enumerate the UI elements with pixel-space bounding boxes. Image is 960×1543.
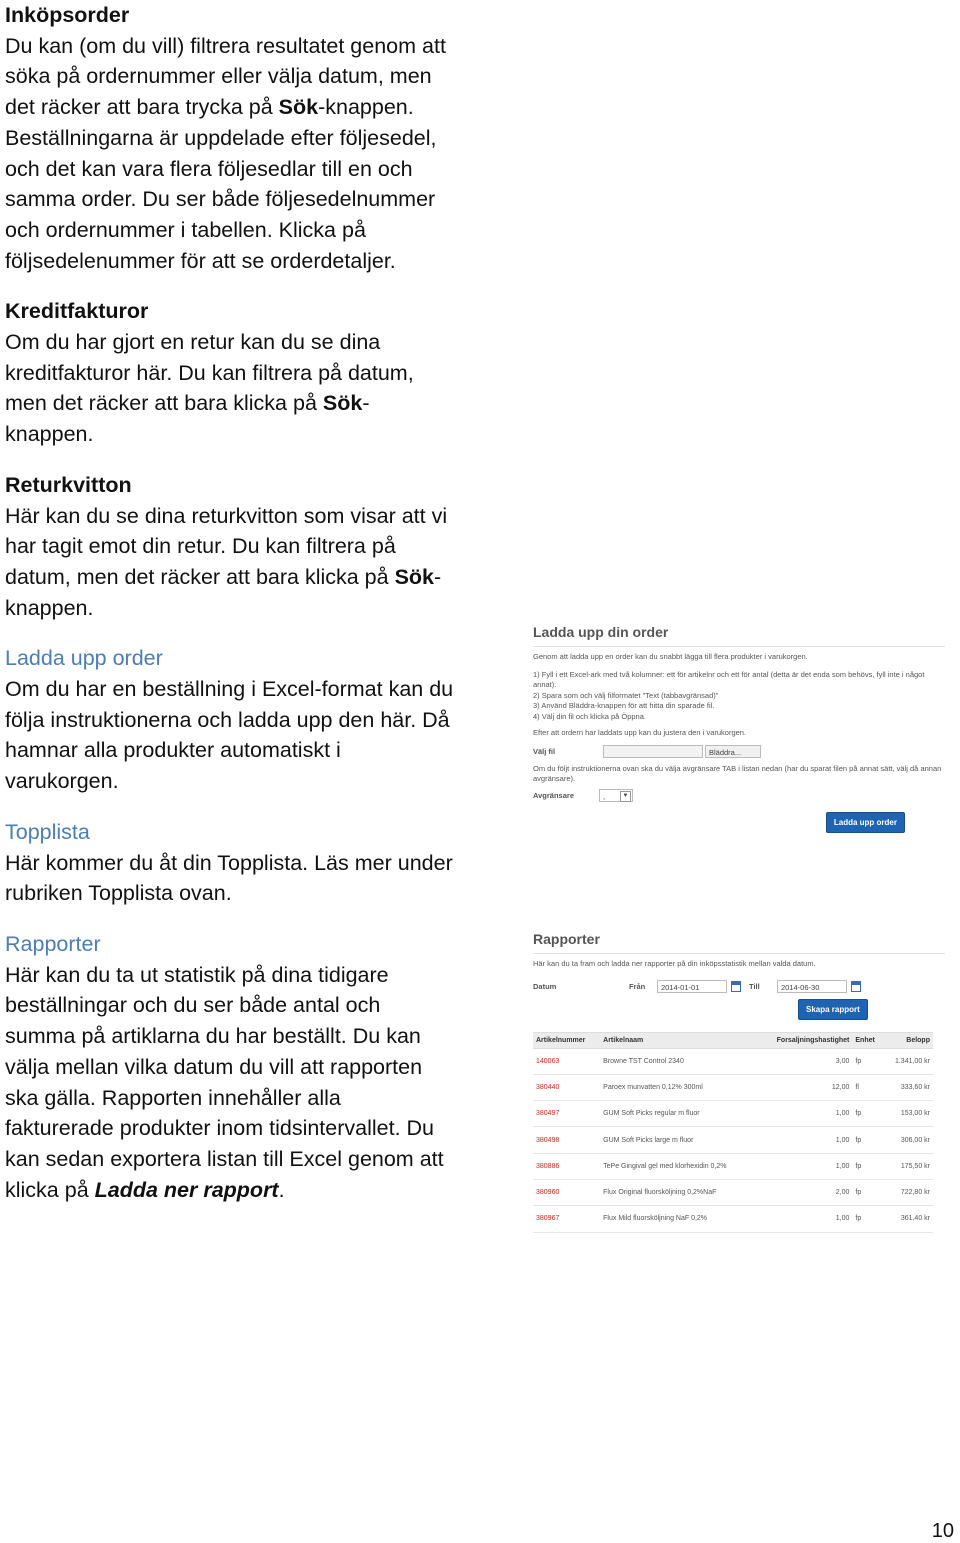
upload-step: 2) Spara som och välj filformatet "Text (tabbavgränsad)" <box>533 690 719 700</box>
quantity-cell: 1,00 <box>757 1206 852 1232</box>
text-rapporter-1: Här kan du ta ut statistik på dina tidigare beställningar och du ser både antal och summa på artiklarna du har beställt. Du kan välja mellan vilka datum du vill att rapporten ska gälla. Rapporten innehåller alla fakturerade produkter inom tidsintervallet. Du kan sedan exportera listan till Excel genom att klicka på <box>5 962 444 1202</box>
to-label: Till <box>749 981 760 991</box>
article-number-link[interactable]: 380498 <box>533 1127 600 1153</box>
upload-order-screenshot <box>533 624 945 833</box>
upload-title: Ladda upp din order <box>533 624 669 640</box>
article-number-link[interactable]: 380497 <box>533 1101 600 1127</box>
text-kreditfakturor-1: Om du har gjort en retur kan du se dina kreditfakturor här. Du kan filtrera på datum, men det räcker att bara klicka på <box>5 330 414 416</box>
reports-screenshot <box>533 931 945 1233</box>
report-table <box>533 1032 933 1233</box>
unit-cell: fp <box>852 1127 883 1153</box>
upload-step: 1) Fyll i ett Excel-ark med två kolumner: ett för artikelnr och ett för antal (detta är det enda som behövs, fyll inte i något annat). <box>533 669 925 689</box>
text-rapporter-emphasis: Ladda ner rapport <box>94 1177 279 1202</box>
unit-cell: fp <box>852 1206 883 1232</box>
unit-cell: fp <box>852 1179 883 1205</box>
quantity-cell: 3,00 <box>757 1048 852 1074</box>
section-ladda-upp-order <box>5 643 455 797</box>
upload-step: 4) Välj din fil och klicka på Öppna. <box>533 711 646 721</box>
heading-kreditfakturor: Kreditfakturor <box>5 299 149 324</box>
amount-cell: 306,00 kr <box>883 1127 933 1153</box>
create-report-row <box>533 999 945 1020</box>
upload-steps <box>533 670 945 723</box>
quantity-cell: 1,00 <box>757 1153 852 1179</box>
quantity-cell: 1,00 <box>757 1101 852 1127</box>
upload-intro: Genom att ladda upp en order kan du snabbt lägga till flera produkter i varukorgen. <box>533 652 808 661</box>
article-number-link[interactable]: 380967 <box>533 1206 600 1232</box>
calendar-icon[interactable] <box>731 981 741 992</box>
amount-cell: 175,50 kr <box>883 1153 933 1179</box>
article-name-cell: TePe Gingival gel med klorhexidin 0,2% <box>600 1153 757 1179</box>
article-number-link[interactable]: 380886 <box>533 1153 600 1179</box>
article-number-link[interactable]: 380960 <box>533 1179 600 1205</box>
from-label: Från <box>629 981 646 991</box>
text-kreditfakturor-2: -knappen. <box>5 391 370 447</box>
column-header: Artikelnummer <box>533 1032 600 1048</box>
section-topplista <box>5 817 455 909</box>
column-header: Forsaljningshastighet <box>757 1032 852 1048</box>
column-header: Artikelnaam <box>600 1032 757 1048</box>
column-header: Belopp <box>883 1032 933 1048</box>
article-name-cell: GUM Soft Picks large m fluor <box>600 1127 757 1153</box>
from-date-input[interactable]: 2014-01-01 <box>657 980 727 993</box>
upload-order-button[interactable]: Ladda upp order <box>826 812 905 833</box>
table-row <box>533 1153 933 1179</box>
column-header: Enhet <box>852 1032 883 1048</box>
file-label: Välj fil <box>533 746 556 756</box>
table-row <box>533 1179 933 1205</box>
unit-cell: fp <box>852 1153 883 1179</box>
text-returkvitton-bold: Sök <box>394 564 435 589</box>
table-row <box>533 1074 933 1100</box>
table-header-row <box>533 1032 933 1048</box>
document-body <box>5 0 455 1205</box>
upload-after-text: Efter att ordern har laddats upp kan du justera den i varukorgen. <box>533 728 747 737</box>
reports-intro: Här kan du ta fram och ladda ner rapporter på din inköpsstatistik mellan valda datum. <box>533 959 816 968</box>
amount-cell: 722,80 kr <box>883 1179 933 1205</box>
delimiter-label: Avgränsare <box>533 790 574 800</box>
table-row <box>533 1127 933 1153</box>
date-row <box>533 980 945 993</box>
text-topplista: Här kommer du åt din Topplista. Läs mer under rubriken Topplista ovan. <box>5 850 453 906</box>
browse-button[interactable]: Bläddra... <box>705 745 761 758</box>
heading-ladda-upp-order: Ladda upp order <box>5 646 163 671</box>
amount-cell: 1.341,00 kr <box>883 1048 933 1074</box>
section-kreditfakturor <box>5 296 455 450</box>
article-name-cell: Flux Original fluorsköljning 0,2%NaF <box>600 1179 757 1205</box>
section-rapporter <box>5 929 455 1205</box>
delimiter-note: Om du följt instruktionerna ovan ska du välja avgränsare TAB i listan nedan (har du sparat filen på annat sätt, välj då annan avgränsare). <box>533 763 942 783</box>
amount-cell: 153,00 kr <box>883 1101 933 1127</box>
divider <box>533 646 945 647</box>
article-name-cell: Flux Mild fluorsköljning NaF 0,2% <box>600 1206 757 1232</box>
section-inkopsorder <box>5 0 455 276</box>
delimiter-select[interactable] <box>599 789 633 802</box>
date-label: Datum <box>533 981 557 991</box>
quantity-cell: 2,00 <box>757 1179 852 1205</box>
text-returkvitton-1: Här kan du se dina returkvitton som visar att vi har tagit emot din retur. Du kan filtrera på datum, men det räcker att bara klicka på <box>5 503 448 589</box>
reports-title: Rapporter <box>533 931 600 947</box>
page-number: 10 <box>931 1520 954 1542</box>
text-inkopsorder-1: Du kan (om du vill) filtrera resultatet genom att söka på ordernummer eller välja datum, men det räcker att bara trycka på <box>5 33 446 120</box>
upload-step: 3) Använd Bläddra-knappen för att hitta din sparade fil. <box>533 701 715 710</box>
text-rapporter-2: . <box>278 1177 285 1202</box>
heading-topplista: Topplista <box>5 819 90 844</box>
delimiter-value: , <box>603 791 606 801</box>
heading-returkvitton: Returkvitton <box>5 472 132 497</box>
amount-cell: 333,60 kr <box>883 1074 933 1100</box>
unit-cell: fp <box>852 1048 883 1074</box>
quantity-cell: 1,00 <box>757 1127 852 1153</box>
text-kreditfakturor-bold: Sök <box>322 391 363 416</box>
table-row <box>533 1101 933 1127</box>
article-name-cell: GUM Soft Picks regular m fluor <box>600 1101 757 1127</box>
calendar-icon[interactable] <box>851 981 861 992</box>
text-inkopsorder-2: -knappen. Beställningarna är uppdelade efter följesedel, och det kan vara flera följesedlar till en och samma order. Du ser både följesedelnummer och ordernummer i tabellen. Klicka på följsedelenummer för att se orderdetaljer. <box>5 95 437 273</box>
unit-cell: fl <box>852 1074 883 1100</box>
heading-rapporter: Rapporter <box>5 931 101 956</box>
file-row <box>533 745 945 758</box>
quantity-cell: 12,00 <box>757 1074 852 1100</box>
chevron-down-icon: ▼ <box>620 791 631 802</box>
to-date-input[interactable]: 2014-06-30 <box>777 980 847 993</box>
table-row <box>533 1048 933 1074</box>
upload-button-row <box>533 812 945 833</box>
unit-cell: fp <box>852 1101 883 1127</box>
section-returkvitton <box>5 470 455 624</box>
table-row <box>533 1206 933 1232</box>
article-number-link[interactable]: 380440 <box>533 1074 600 1100</box>
divider <box>533 953 945 954</box>
text-ladda-upp-order: Om du har en beställning i Excel-format kan du följa instruktionerna och ladda upp den här. Då hamnar alla produkter automatiskt i varukorgen. <box>5 677 454 794</box>
article-name-cell: Browne TST Control 2340 <box>600 1048 757 1074</box>
text-inkopsorder-bold: Sök <box>278 95 319 120</box>
delimiter-row <box>533 789 945 802</box>
article-name-cell: Paroex munvatten 0,12% 300ml <box>600 1074 757 1100</box>
article-number-link[interactable]: 140063 <box>533 1048 600 1074</box>
heading-inkopsorder: Inköpsorder <box>5 3 130 27</box>
text-returkvitton-2: -knappen. <box>5 564 442 620</box>
file-path-input[interactable] <box>603 745 703 758</box>
create-report-button[interactable]: Skapa rapport <box>798 999 868 1020</box>
amount-cell: 361,40 kr <box>883 1206 933 1232</box>
